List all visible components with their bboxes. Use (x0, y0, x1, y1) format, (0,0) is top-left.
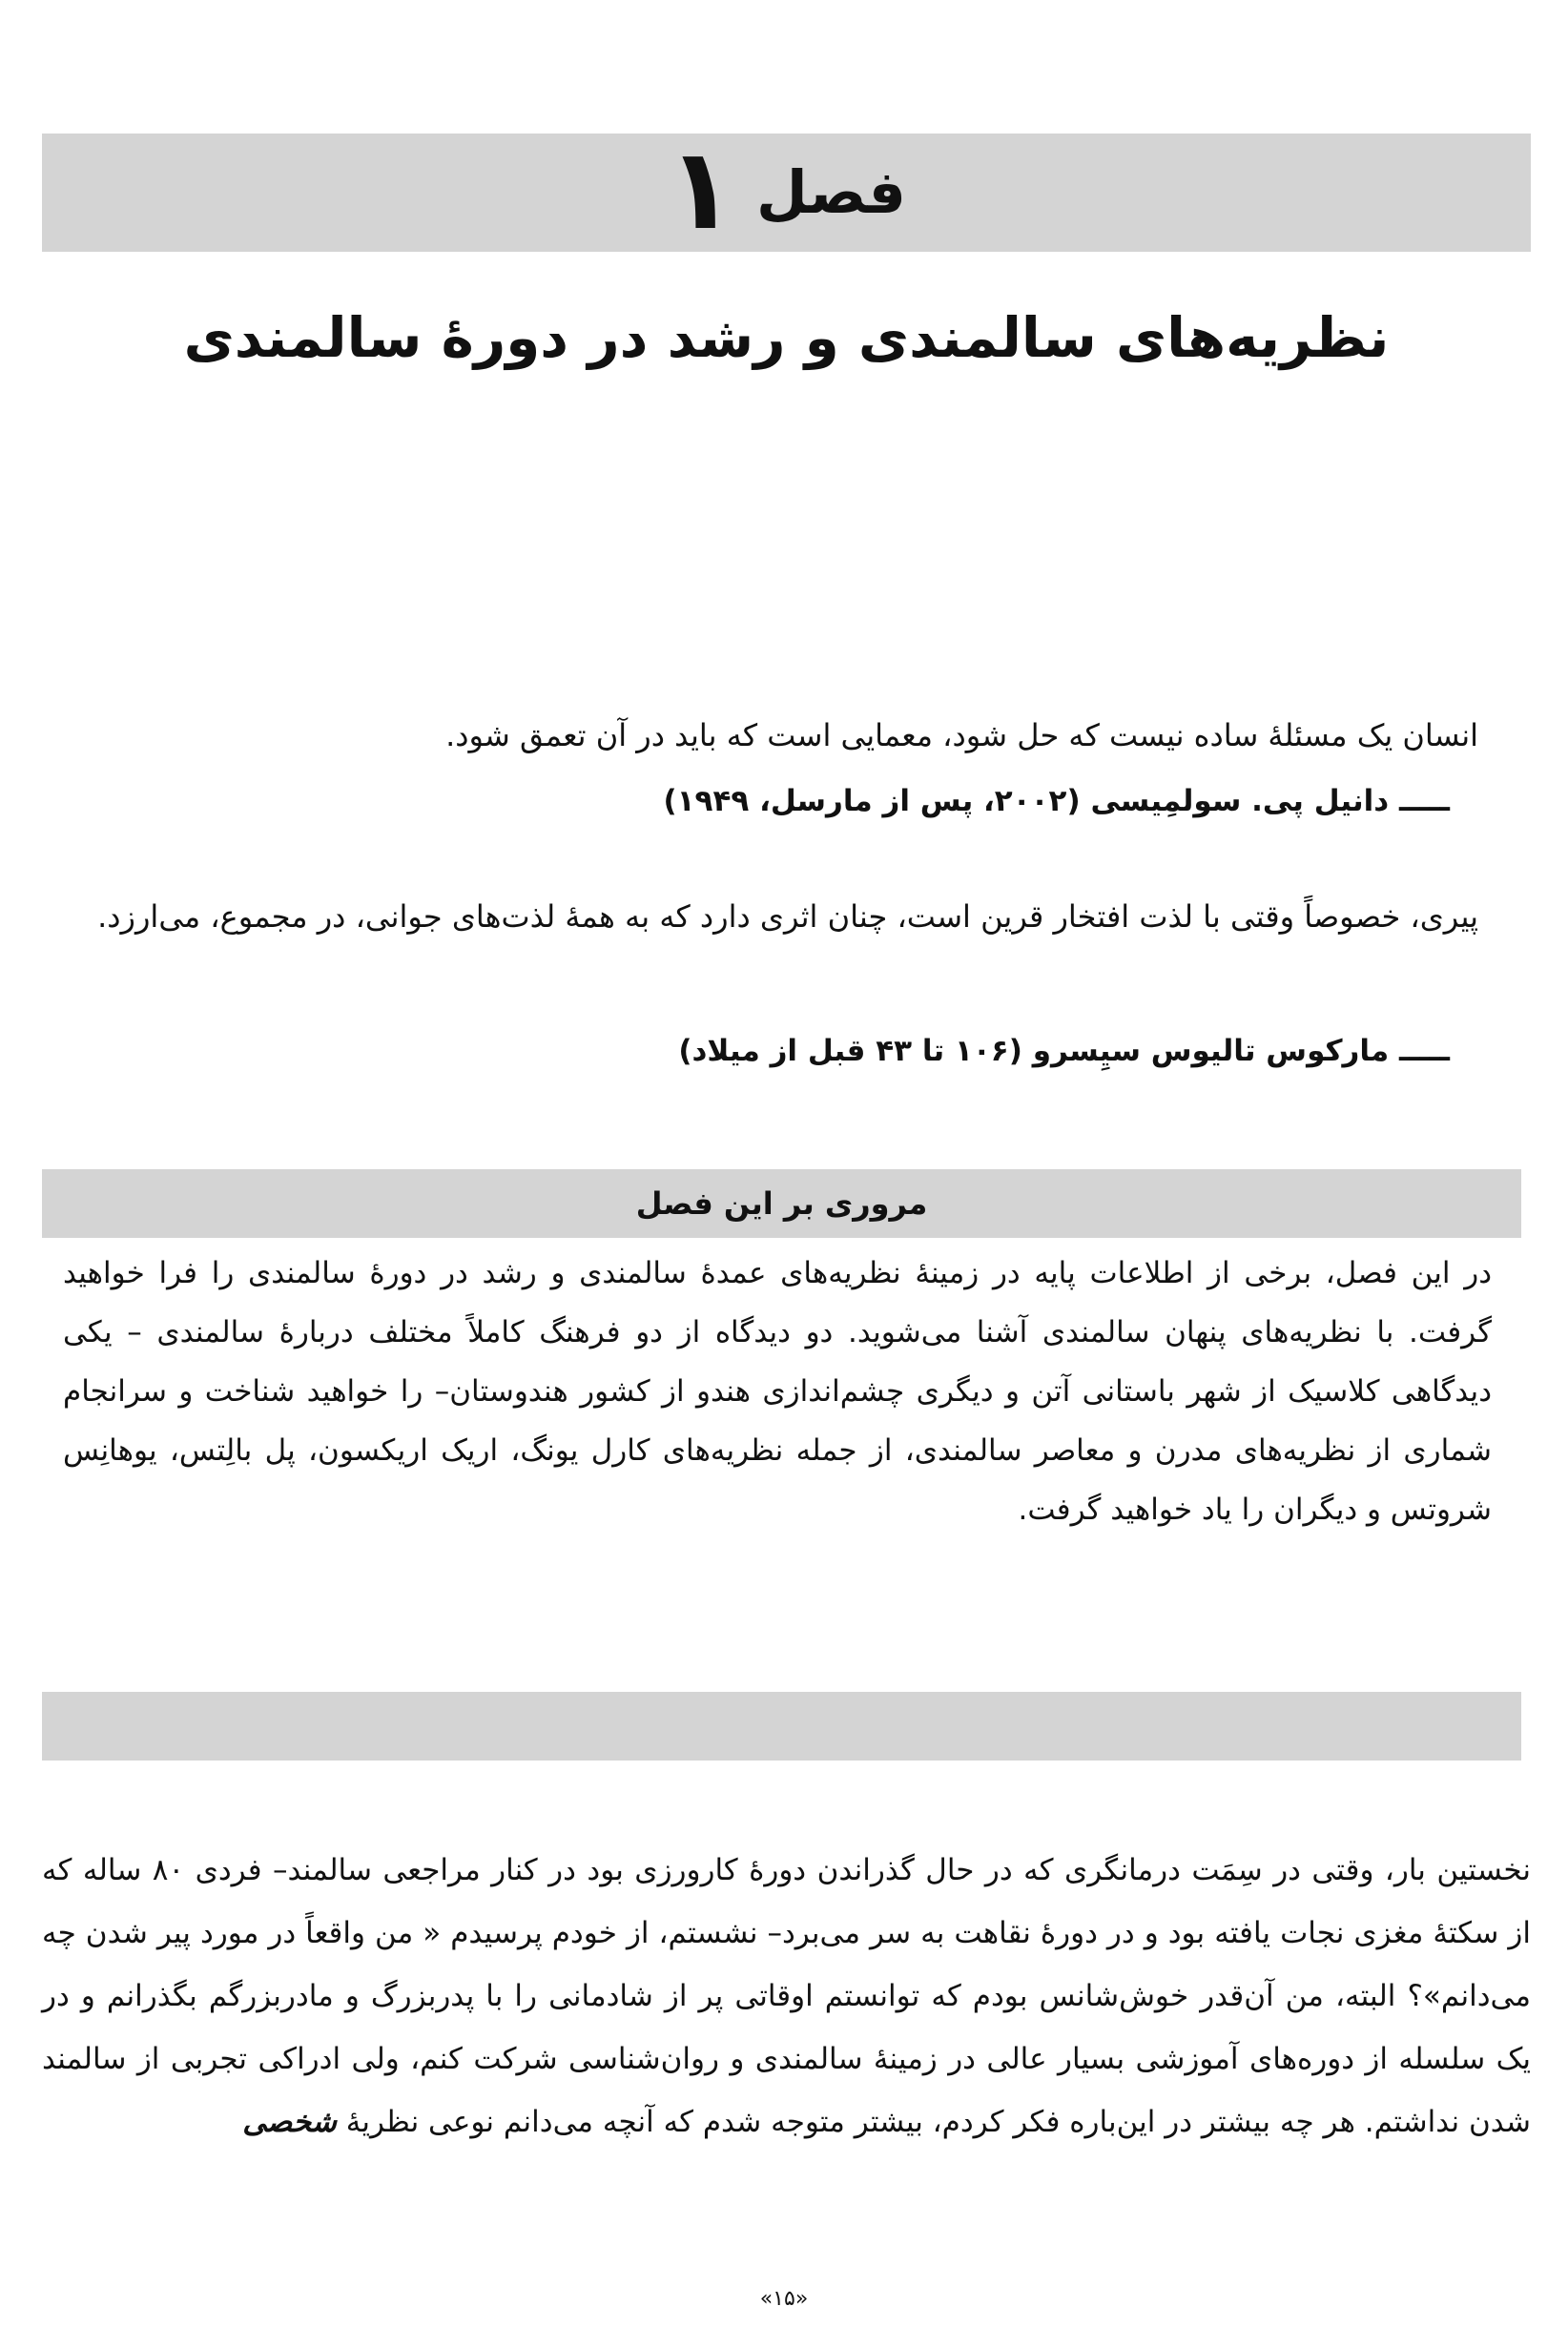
epigraph-quote-2: پیری، خصوصاً وقتی با لذت افتخار قرین است، چنان اثری دارد که به همۀ لذت‌های جوانی، در مجموع، می‌ارزد. (97, 898, 1478, 935)
body-paragraph (42, 1839, 1531, 2153)
page-number: «۱۵» (759, 2287, 809, 2311)
chapter-header-bar (42, 123, 1531, 255)
overview-footer-bar (42, 1692, 1521, 1761)
chapter-title: نظریه‌های سالمندی و رشد در دورۀ سالمندی (183, 305, 1390, 370)
overview-body: در این فصل، برخی از اطلاعات پایه در زمینۀ نظریه‌های عمدۀ سالمندی و رشد در دورۀ سالمندی را فرا خواهید گرفت. با نظریه‌های پنهان سالمندی آشنا می‌شوید. دو دیدگاه از دو فرهنگ کاملاً مختلف دربارۀ سالمندی – یکی دیدگاهی کلاسیک از شهر باستانی آتن و دیگری چشم‌اندازی هندو از کشور هندوستان– را خواهید شناخت و سرانجام شماری از نظریه‌های مدرن و معاصر سالمندی، از جمله نظریه‌های کارل یونگ، اریک اریکسون، پل بالِتس، یوهانِس شروتس و دیگران را یاد خواهید گرفت. (63, 1256, 1492, 1527)
overview-header: مروری بر این فصل (42, 1169, 1521, 1238)
chapter-number: ۱ (666, 123, 735, 255)
emphasized-term: شخصی (242, 2105, 337, 2139)
epigraph-author-2: ـــــ مارکوس تالیوس سیِسرو (۱۰۶ تا ۴۳ قبل از میلاد) (678, 1034, 1450, 1068)
epigraph-quote-1: انسان یک مسئلۀ ساده نیست که حل شود، معمایی است که باید در آن تعمق شود. (445, 717, 1478, 753)
epigraph-author-1: ـــــ دانیل پی. سولمِیسی (۲۰۰۲، پس از مارسل، ۱۹۴۹) (663, 784, 1450, 818)
chapter-label: فصل (756, 157, 907, 227)
body-text: نخستین بار، وقتی در سِمَت درمانگری که در حال گذراندن دورۀ کارورزی بود در کنار مراجعی سالمند– فردی ۸۰ ساله که از سکتۀ مغزی نجات یافته بود و در دورۀ نقاهت به سر می‌برد– نشستم، از خودم پرسیدم « من واقعاً در مورد پیر شدن چه می‌دانم»؟ البته، من آن‌قدر خوش‌شانس بودم که توانستم اوقاتی پر از شادمانی را با پدربزرگ و مادربزرگم بگذرانم و در یک سلسله از دوره‌های آموزشی بسیار عالی در زمینۀ سالمندی و روان‌شناسی شرکت کنم، ولی ادراکی تجربی از سالمند شدن نداشتم. هر چه بیشتر در این‌باره فکر کردم، بیشتر متوجه شدم که آنچه می‌دانم نوعی نظریۀ (42, 1853, 1531, 2139)
